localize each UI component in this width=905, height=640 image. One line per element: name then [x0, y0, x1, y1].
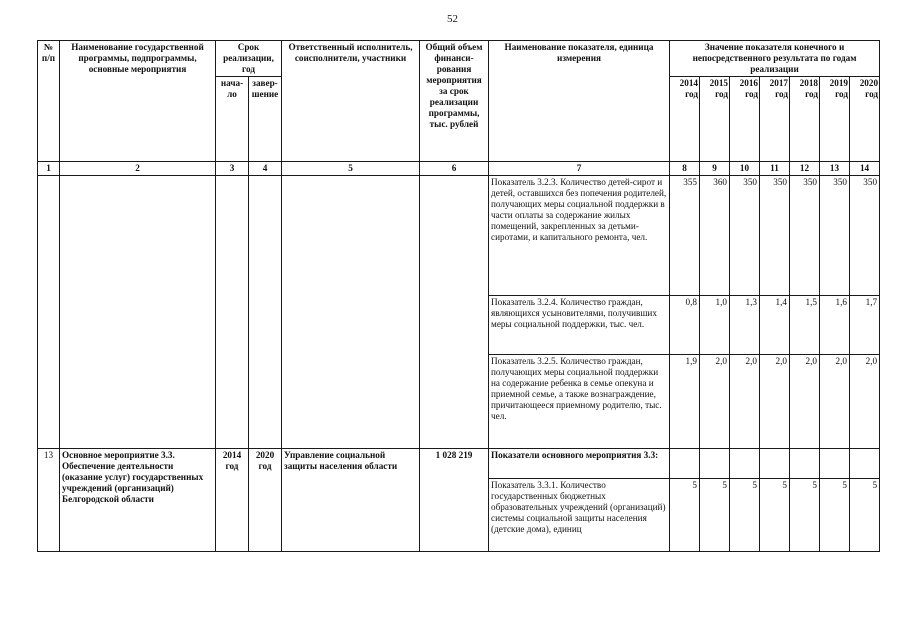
column-number: 6 [420, 162, 489, 176]
value-cell: 1,5 [790, 296, 820, 355]
header-col-values: Значение показателя конечного и непосредственного результата по годам реализации [670, 41, 880, 77]
header-col-end: завер-шение [249, 77, 282, 162]
indicator-3-3-1: Показатель 3.3.1. Количество государственных бюджетных образовательных учреждений (организаций) системы социальной защиты населения (детские дома), единиц [489, 479, 670, 552]
value-cell: 2,0 [700, 355, 730, 449]
value-cell: 1,7 [850, 296, 880, 355]
header-year-2014: 2014 год [670, 77, 700, 162]
value-cell: 1,6 [820, 296, 850, 355]
column-number: 7 [489, 162, 670, 176]
column-number: 3 [216, 162, 249, 176]
header-col-no: № п/п [38, 41, 60, 162]
header-col-name: Наименование государственной программы, подпрограммы, основные мероприятия [60, 41, 216, 162]
empty-cell [249, 176, 282, 449]
table-row [38, 449, 880, 479]
indicator-3-2-4: Показатель 3.2.4. Количество граждан, являющихся усыновителями, получивших меры социальной поддержки, тыс. чел. [489, 296, 670, 355]
column-number: 1 [38, 162, 60, 176]
column-number: 12 [790, 162, 820, 176]
row-number: 13 [38, 449, 60, 552]
value-cell: 350 [760, 176, 790, 296]
value-cell: 5 [730, 479, 760, 552]
header-year-2018: 2018 год [790, 77, 820, 162]
empty-cell [730, 449, 760, 479]
value-cell: 2,0 [790, 355, 820, 449]
value-cell: 5 [850, 479, 880, 552]
column-number: 8 [670, 162, 700, 176]
column-number: 5 [282, 162, 420, 176]
empty-cell [38, 176, 60, 449]
program-table [37, 40, 880, 552]
column-number: 10 [730, 162, 760, 176]
header-col-responsible: Ответственный исполнитель, соисполнители, участники [282, 41, 420, 162]
value-cell: 350 [790, 176, 820, 296]
header-col-start: нача-ло [216, 77, 249, 162]
column-number-row [38, 162, 880, 176]
header-year-2020: 2020 год [850, 77, 880, 162]
value-cell: 2,0 [730, 355, 760, 449]
value-cell: 0,8 [670, 296, 700, 355]
empty-cell [420, 176, 489, 449]
indicator-3-2-3: Показатель 3.2.3. Количество детей-сирот и детей, оставшихся без попечения родителей, получающих меры социальной поддержки в части оплаты за содержание жилых помещений, закрепленных за детьми-сиротами, и капитального ремонта, чел. [489, 176, 670, 296]
header-year-2015: 2015 год [700, 77, 730, 162]
table-row [38, 176, 880, 296]
value-cell: 1,9 [670, 355, 700, 449]
column-number: 9 [700, 162, 730, 176]
header-year-2017: 2017 год [760, 77, 790, 162]
empty-cell [850, 449, 880, 479]
activity-responsible: Управление социальной защиты населения области [282, 449, 420, 552]
activity-funding: 1 028 219 [420, 449, 489, 552]
value-cell: 350 [730, 176, 760, 296]
value-cell: 355 [670, 176, 700, 296]
value-cell: 1,4 [760, 296, 790, 355]
value-cell: 5 [700, 479, 730, 552]
value-cell: 5 [790, 479, 820, 552]
page-number: 52 [447, 13, 458, 25]
column-number: 2 [60, 162, 216, 176]
value-cell: 2,0 [850, 355, 880, 449]
value-cell: 1,3 [730, 296, 760, 355]
value-cell: 360 [700, 176, 730, 296]
header-year-2019: 2019 год [820, 77, 850, 162]
value-cell: 5 [670, 479, 700, 552]
column-number: 4 [249, 162, 282, 176]
header-year-2016: 2016 год [730, 77, 760, 162]
value-cell: 2,0 [820, 355, 850, 449]
header-col-indicator: Наименование показателя, единица измерения [489, 41, 670, 162]
empty-cell [790, 449, 820, 479]
empty-cell [760, 449, 790, 479]
column-number: 13 [820, 162, 850, 176]
value-cell: 1,0 [700, 296, 730, 355]
empty-cell [670, 449, 700, 479]
column-number: 11 [760, 162, 790, 176]
empty-cell [60, 176, 216, 449]
indicators-title: Показатели основного мероприятия 3.3: [489, 449, 670, 479]
column-number: 14 [850, 162, 880, 176]
value-cell: 350 [820, 176, 850, 296]
activity-name: Основное мероприятие 3.3. Обеспечение деятельности (оказание услуг) государственных учреждений (организаций) Белгородской области [60, 449, 216, 552]
empty-cell [700, 449, 730, 479]
indicator-3-2-5: Показатель 3.2.5. Количество граждан, получающих меры социальной поддержки на содержание ребенка в семье опекуна и приемной семье, а также вознаграждение, причитающееся приемному родителю, тыс. чел. [489, 355, 670, 449]
value-cell: 2,0 [760, 355, 790, 449]
empty-cell [820, 449, 850, 479]
header-col-funding: Общий объем финанси-рования мероприятия за срок реализации программы, тыс. рублей [420, 41, 489, 162]
empty-cell [216, 176, 249, 449]
value-cell: 5 [820, 479, 850, 552]
header-col-term: Срок реализации, год [216, 41, 282, 77]
empty-cell [282, 176, 420, 449]
value-cell: 5 [760, 479, 790, 552]
value-cell: 350 [850, 176, 880, 296]
activity-start-year: 2014 год [216, 449, 249, 552]
activity-end-year: 2020 год [249, 449, 282, 552]
